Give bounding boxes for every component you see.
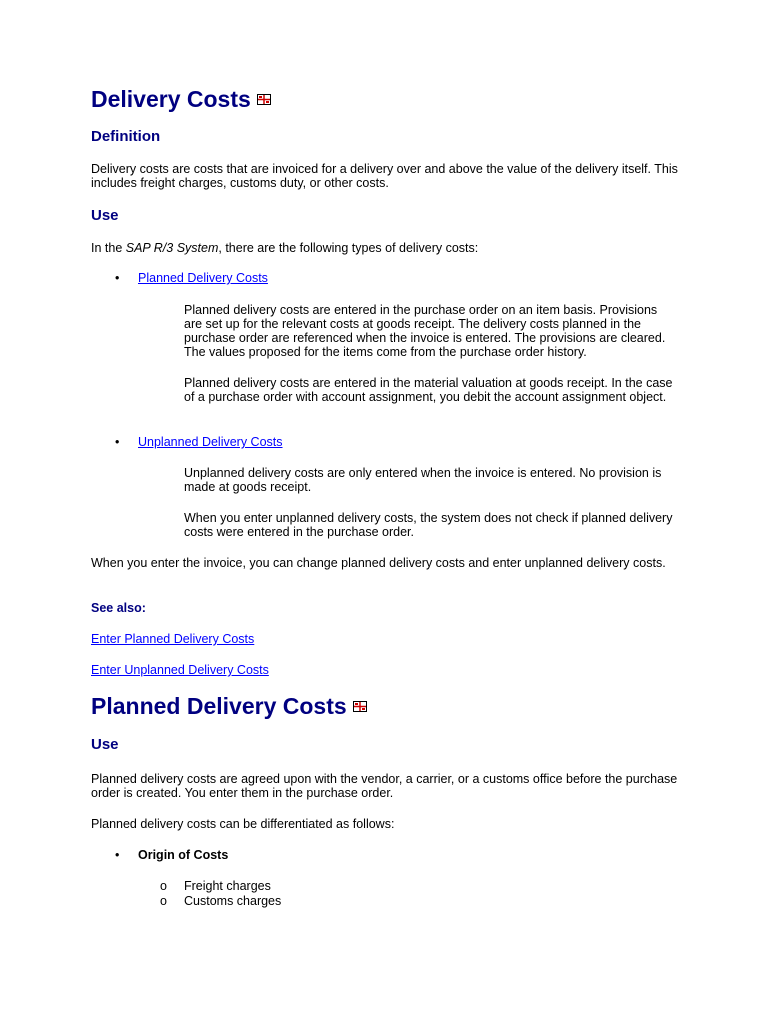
- intro-system-name: SAP R/3 System: [125, 241, 219, 255]
- planned-use-text: Planned delivery costs are agreed upon with the vendor, a carrier, or a customs office before the purchase order is created. You enter them in the purchase order.: [91, 772, 678, 800]
- bullet-marker: •: [115, 271, 120, 285]
- sub-item-customs-charges: Customs charges: [184, 894, 282, 908]
- section-title-planned-delivery-costs: [91, 692, 367, 720]
- bullet-marker: •: [115, 848, 120, 862]
- sub-item-freight-charges: Freight charges: [184, 879, 271, 893]
- unplanned-costs-paragraph-2: When you enter unplanned delivery costs, the system does not check if planned delivery costs were entered in the purchase order.: [184, 511, 673, 539]
- planned-costs-paragraph-1: Planned delivery costs are entered in the purchase order on an item basis. Provisions are set up for the relevant costs at goods receipt. The delivery costs planned in the purchase order are referenced when the invoice is entered. The provisions are cleared. The values proposed for the items come from the purchase order history.: [184, 303, 666, 359]
- section-title-text: Delivery Costs: [91, 86, 251, 112]
- types-intro: [91, 241, 681, 255]
- unplanned-delivery-costs-link[interactable]: Unplanned Delivery Costs: [138, 435, 283, 449]
- sub-bullet-marker: o: [160, 894, 167, 908]
- bullet-marker: •: [115, 435, 120, 449]
- document-link-icon[interactable]: [353, 701, 367, 712]
- see-also-item: [91, 663, 269, 677]
- planned-differentiation-text: Planned delivery costs can be differentiated as follows:: [91, 817, 395, 831]
- bullet-planned-delivery-costs: [138, 271, 268, 285]
- origin-of-costs-label: Origin of Costs: [138, 848, 229, 862]
- see-also-item: [91, 632, 254, 646]
- intro-post: , there are the following types of delivery costs:: [218, 241, 479, 255]
- definition-text: Delivery costs are costs that are invoiced for a delivery over and above the value of the delivery itself. This includes freight charges, customs duty, or other costs.: [91, 162, 678, 190]
- document-link-icon[interactable]: [257, 94, 271, 105]
- planned-delivery-costs-link[interactable]: Planned Delivery Costs: [138, 271, 268, 285]
- section-title-delivery-costs: [91, 85, 271, 113]
- bullet-unplanned-delivery-costs: [138, 435, 283, 449]
- unplanned-costs-paragraph-1: Unplanned delivery costs are only entered when the invoice is entered. No provision is made at goods receipt.: [184, 466, 662, 494]
- section-title-text: Planned Delivery Costs: [91, 693, 347, 719]
- see-also-label: See also:: [91, 601, 146, 615]
- use-heading-2: Use: [91, 736, 119, 753]
- enter-planned-delivery-costs-link[interactable]: Enter Planned Delivery Costs: [91, 632, 255, 646]
- enter-unplanned-delivery-costs-link[interactable]: Enter Unplanned Delivery Costs: [91, 663, 269, 677]
- definition-heading: Definition: [91, 128, 161, 145]
- closing-text: When you enter the invoice, you can change planned delivery costs and enter unplanned delivery costs.: [91, 556, 666, 570]
- planned-costs-paragraph-2: Planned delivery costs are entered in the material valuation at goods receipt. In the case of a purchase order with account assignment, you debit the account assignment object.: [184, 376, 673, 404]
- use-heading: Use: [91, 207, 119, 224]
- intro-pre: In the: [91, 241, 126, 255]
- sub-bullet-marker: o: [160, 879, 167, 893]
